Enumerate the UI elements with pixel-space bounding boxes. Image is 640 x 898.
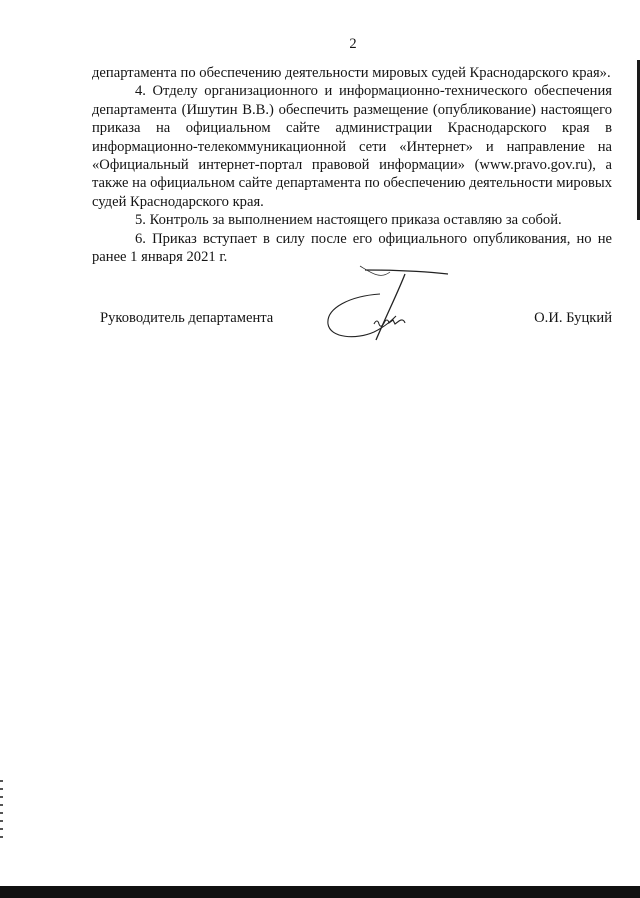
signatory-title: Руководитель департамента bbox=[100, 310, 274, 326]
handwritten-signature bbox=[310, 262, 470, 352]
paragraph-continuation: департамента по обеспечению деятельности мировых судей Краснодарского края». bbox=[92, 65, 611, 81]
document-body bbox=[92, 64, 612, 266]
page-number: 2 bbox=[349, 36, 357, 52]
scan-bottom-border bbox=[0, 886, 640, 898]
signatory-name: О.И. Буцкий bbox=[534, 310, 612, 326]
scan-margin-marks bbox=[0, 780, 3, 840]
paragraph-item-5: 5. Контроль за выполнением настоящего приказа оставляю за собой. bbox=[135, 212, 562, 229]
paragraph-item-4: 4. Отделу организационного и информационно-технического обеспечения департамента (Ишутин В.В.) обеспечить размещение (опубликование) настоящего приказа на официальном сайте администрации Краснодарского края в информационно-телекоммуникационной сети «Интернет» и направление на «Официальный интернет-портал правовой информации» (www.pravo.gov.ru), а также на официальном сайте департамента по обеспечению деятельности мировых судей Краснодарского края. bbox=[92, 83, 612, 210]
paragraph-item-6: 6. Приказ вступает в силу после его официального опубликования, но не ранее 1 января 2021 г. bbox=[92, 230, 612, 266]
